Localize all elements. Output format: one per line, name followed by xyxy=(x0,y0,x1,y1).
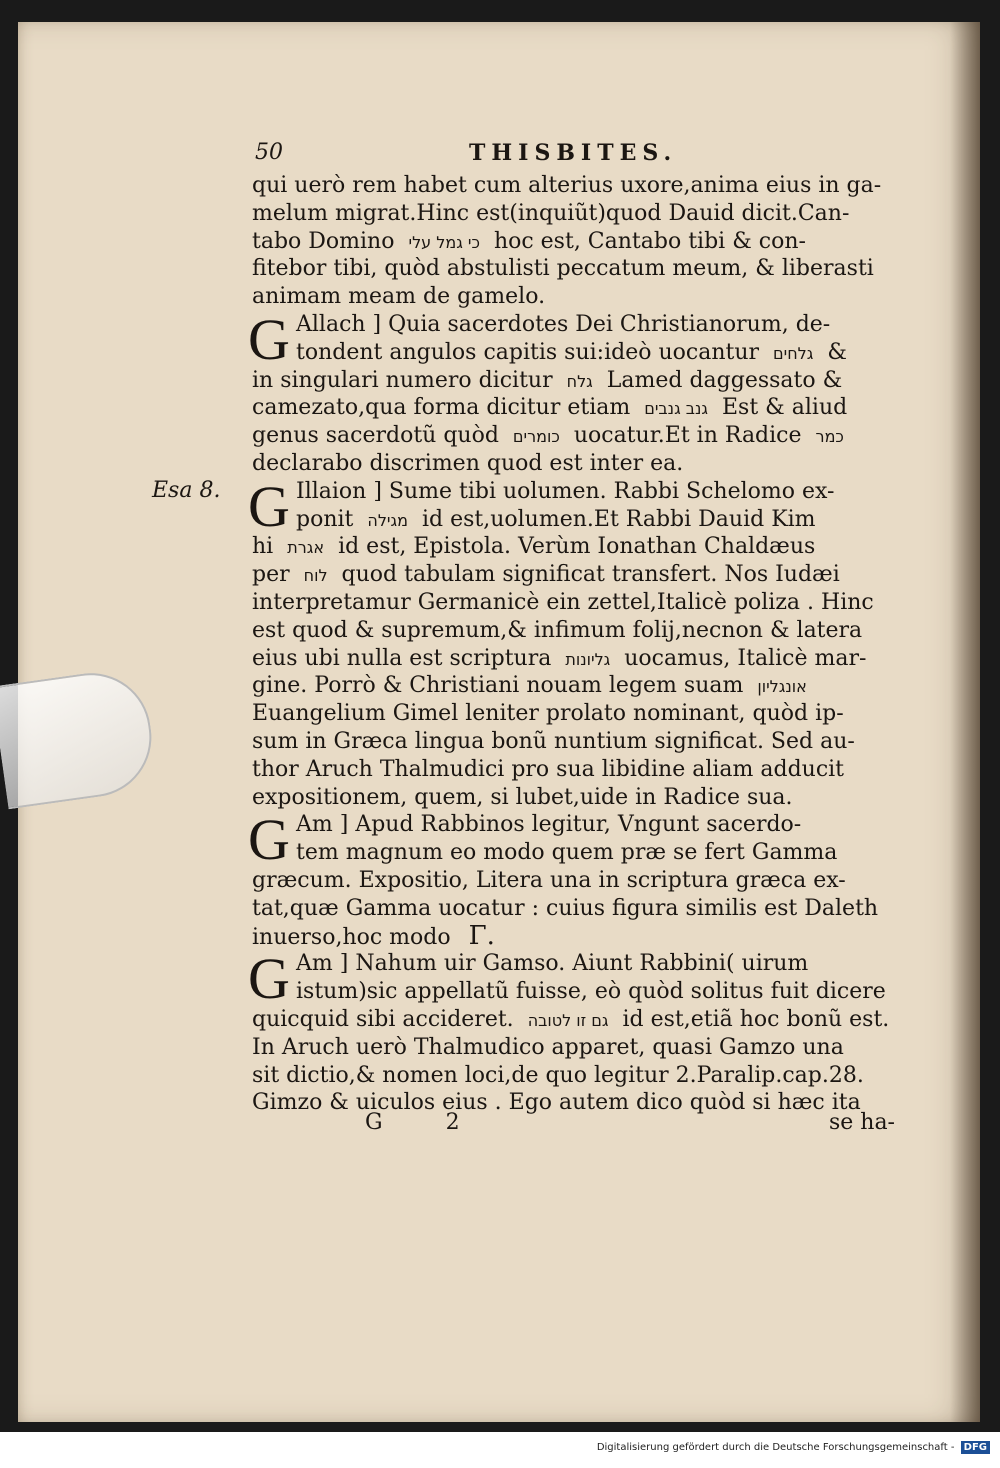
credit-text: Digitalisierung gefördert durch die Deutsche Forschungsgemeinschaft - xyxy=(596,1442,955,1453)
digitization-credit xyxy=(597,1441,990,1454)
text-line: animam meam de gamelo. xyxy=(252,284,546,310)
text-line: est quod & supremum,& infimum folij,necnon & latera xyxy=(252,617,863,643)
page-footer xyxy=(365,1110,895,1140)
drop-initial: G xyxy=(248,946,290,1012)
hebrew-word: גליונות xyxy=(565,649,611,669)
text-line: declarabo discrimen quod est inter ea. xyxy=(252,450,684,476)
text-line: græcum. Expositio, Litera una in scriptura græca ex- xyxy=(252,867,846,893)
text-line: In Aruch uerò Thalmudico apparet, quasi Gamzo una xyxy=(252,1034,844,1060)
margin-note: Esa 8. xyxy=(152,478,221,503)
hebrew-word: גנב גנבים xyxy=(644,399,708,419)
catchword: se ha- xyxy=(828,1110,895,1135)
text-line: eius ubi nulla est scriptura גליונות uocamus, Italicè mar- xyxy=(252,645,898,673)
hebrew-word: אונגליון xyxy=(757,677,807,697)
text-line: interpretamur Germanicè ein zettel,Italicè poliza . Hinc xyxy=(252,589,874,615)
text-line: sit dictio,& nomen loci,de quo legitur 2.Paralip.cap.28. xyxy=(252,1062,864,1088)
hebrew-word: אגרת xyxy=(287,538,325,558)
hebrew-word: לוח xyxy=(303,566,328,586)
text-line: Gimzo & uiculos eius . Ego autem dico quòd si hæc ita xyxy=(252,1090,861,1116)
body-text xyxy=(248,172,898,1117)
text-line: expositionem, quem, si lubet,uide in Radice sua. xyxy=(252,784,793,810)
hebrew-word: גלח xyxy=(566,371,593,391)
gamma-glyph: Γ. xyxy=(468,920,495,951)
text-line: G Am ] Nahum uir Gamso. Aiunt Rabbini( uirum xyxy=(248,946,809,1012)
page-gutter-shadow xyxy=(950,22,980,1422)
drop-initial: G xyxy=(248,473,290,539)
text-line: fitebor tibi, quòd abstulisti peccatum meum, & liberasti xyxy=(252,256,874,282)
signature-mark: G 2 xyxy=(365,1110,488,1135)
text-line: genus sacerdotũ quòd כומרים uocatur.Et in Radice כמר xyxy=(252,422,898,450)
text-line: camezato,qua forma dicitur etiam גנב גנבים Est & aliud xyxy=(252,394,898,422)
text-line: thor Aruch Thalmudici pro sua libidine aliam adducit xyxy=(252,756,845,782)
text-line: qui uerò rem habet cum alterius uxore,anima eius in ga- xyxy=(252,173,882,198)
drop-initial: G xyxy=(248,807,290,873)
text-line: gine. Porrò & Christiani nouam legem suam אונגליון xyxy=(252,672,898,700)
hebrew-word: מגילה xyxy=(367,510,408,530)
text-line: G Illaion ] Sume tibi uolumen. Rabbi Schelomo ex- xyxy=(248,473,835,539)
page-header xyxy=(255,140,685,170)
text-line: quicquid sibi accideret. גם זו לטובה id est,etiã hoc bonũ est. xyxy=(252,1006,898,1034)
dfg-logo: DFG xyxy=(961,1441,990,1454)
text-line: melum migrat.Hinc est(inquiũt)quod Dauid dicit.Can- xyxy=(252,200,850,226)
hebrew-word: גם זו לטובה xyxy=(527,1010,609,1030)
text-line: hi אגרת id est, Epistola. Verùm Ionathan Chaldæus xyxy=(252,533,898,561)
text-line: istum)sic appellatũ fuisse, eò quòd solitus fuit dicere xyxy=(296,979,886,1005)
text-line: ponit מגילה id est,uolumen.Et Rabbi Dauid Kim xyxy=(252,506,898,534)
hebrew-word: כמר xyxy=(815,427,844,447)
page-number: 50 xyxy=(255,140,283,165)
text-line: per לוח quod tabulam significat transfert. Nos Iudæi xyxy=(252,561,898,589)
text-line: tondent angulos capitis sui:ideò uocantur גלחים & xyxy=(252,339,898,367)
hebrew-word: כי גמל עלי xyxy=(408,232,480,252)
text-line: in singulari numero dicitur גלח Lamed daggessato & xyxy=(252,367,898,395)
text-line: tem magnum eo modo quem præ se fert Gamma xyxy=(296,840,838,866)
text-line: G Am ] Apud Rabbinos legitur, Vngunt sacerdo- xyxy=(248,807,802,873)
running-title: THISBITES. xyxy=(469,140,678,166)
text-line: Euangelium Gimel leniter prolato nominant, quòd ip- xyxy=(252,701,844,727)
text-line: sum in Græca lingua bonũ nuntium significat. Sed au- xyxy=(252,728,855,754)
text-line: G Allach ] Quia sacerdotes Dei Christianorum, de- xyxy=(248,306,831,372)
hebrew-word: כומרים xyxy=(512,427,560,447)
text-line: tabo Domino כי גמל עלי hoc est, Cantabo tibi & con- xyxy=(252,228,898,256)
hebrew-word: גלחים xyxy=(773,343,814,363)
text-line: inuerso,hoc modo Γ. xyxy=(252,920,495,951)
drop-initial: G xyxy=(248,306,290,372)
text-line: tat,quæ Gamma uocatur : cuius figura similis est Daleth xyxy=(252,895,879,921)
